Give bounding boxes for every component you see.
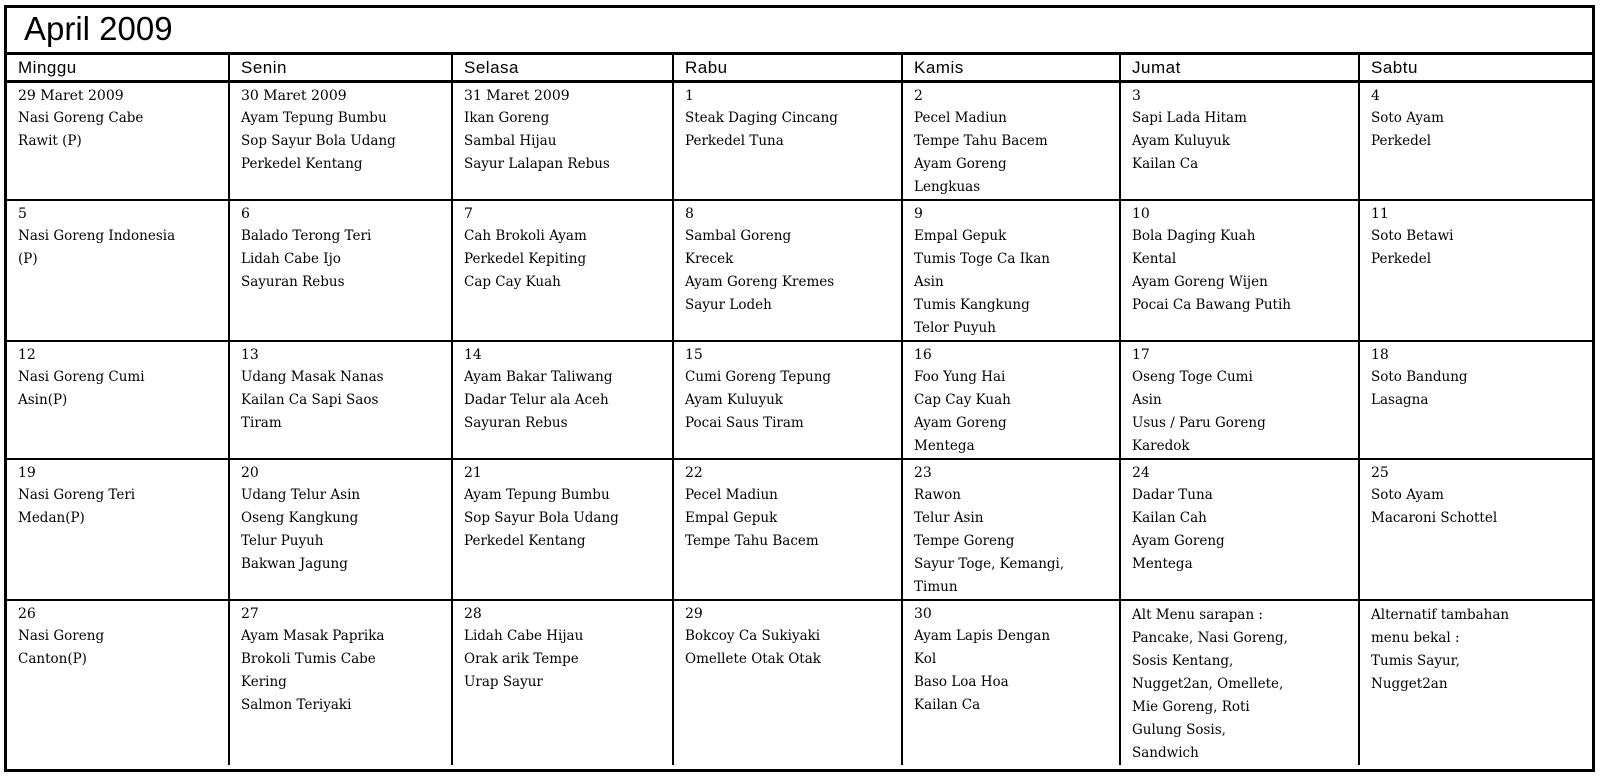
menu-item: Soto Betawi bbox=[1371, 228, 1454, 244]
menu-item: Sop Sayur Bola Udang bbox=[241, 133, 396, 149]
week-row bbox=[7, 600, 1592, 765]
day-number: 25 bbox=[1371, 465, 1389, 481]
menu-item: Nasi Goreng Indonesia bbox=[18, 228, 176, 244]
menu-item: Sayuran Rebus bbox=[464, 415, 568, 431]
day-number: 23 bbox=[914, 465, 932, 481]
day-number: 29 Maret 2009 bbox=[18, 88, 124, 104]
menu-item: Foo Yung Hai bbox=[914, 369, 1006, 385]
day-number: 13 bbox=[241, 347, 259, 363]
menu-item: Lengkuas bbox=[914, 179, 981, 195]
day-cell bbox=[1120, 600, 1359, 765]
weekday-header: Kamis bbox=[902, 55, 1120, 82]
menu-item: Kailan Ca bbox=[914, 697, 981, 713]
day-cell bbox=[452, 200, 673, 341]
day-cell bbox=[902, 82, 1120, 201]
menu-item: Sambal Goreng bbox=[685, 228, 792, 244]
day-number: 20 bbox=[241, 465, 259, 481]
day-number: 21 bbox=[464, 465, 482, 481]
menu-item: menu bekal : bbox=[1371, 630, 1460, 646]
day-number: 31 Maret 2009 bbox=[464, 88, 570, 104]
menu-item: Baso Loa Hoa bbox=[914, 674, 1009, 690]
day-number: 6 bbox=[241, 206, 250, 222]
week-row bbox=[7, 459, 1592, 600]
menu-item: Kering bbox=[241, 674, 287, 690]
day-number: 29 bbox=[685, 606, 703, 622]
day-number: 5 bbox=[18, 206, 27, 222]
menu-item: Nugget2an, Omellete, bbox=[1132, 676, 1284, 692]
menu-item: Tumis Sayur, bbox=[1371, 653, 1460, 669]
day-cell bbox=[1359, 600, 1592, 765]
menu-item: Tempe Tahu Bacem bbox=[914, 133, 1048, 149]
menu-item: Steak Daging Cincang bbox=[685, 110, 838, 126]
day-number: 11 bbox=[1371, 206, 1389, 222]
menu-item: Sayur Lalapan Rebus bbox=[464, 156, 610, 172]
menu-item: Dadar Tuna bbox=[1132, 487, 1213, 503]
menu-item: Tempe Tahu Bacem bbox=[685, 533, 819, 549]
menu-item: Asin bbox=[1132, 392, 1162, 408]
week-row bbox=[7, 341, 1592, 459]
menu-item: Rawit (P) bbox=[18, 133, 82, 149]
menu-item: Asin bbox=[914, 274, 944, 290]
menu-item: Sop Sayur Bola Udang bbox=[464, 510, 619, 526]
menu-item: Perkedel Kentang bbox=[241, 156, 363, 172]
day-cell bbox=[229, 82, 452, 201]
menu-item: Empal Gepuk bbox=[685, 510, 778, 526]
menu-item: Udang Telur Asin bbox=[241, 487, 361, 503]
menu-item: Asin(P) bbox=[18, 392, 68, 408]
menu-item: Pocai Saus Tiram bbox=[685, 415, 804, 431]
menu-item: Pecel Madiun bbox=[914, 110, 1007, 126]
menu-item: Nasi Goreng Teri bbox=[18, 487, 136, 503]
menu-item: Soto Ayam bbox=[1371, 110, 1444, 126]
menu-item: Telur Puyuh bbox=[241, 533, 324, 549]
day-cell bbox=[7, 82, 229, 201]
day-cell bbox=[452, 600, 673, 765]
day-cell bbox=[1359, 459, 1592, 600]
day-cell bbox=[7, 600, 229, 765]
menu-item: Soto Bandung bbox=[1371, 369, 1468, 385]
menu-item: Perkedel bbox=[1371, 251, 1432, 267]
weekday-header: Jumat bbox=[1120, 55, 1359, 82]
weekday-header: Rabu bbox=[673, 55, 902, 82]
menu-item: Telor Puyuh bbox=[914, 320, 996, 336]
day-cell bbox=[229, 200, 452, 341]
menu-item: Alt Menu sarapan : bbox=[1132, 607, 1263, 623]
calendar bbox=[4, 5, 1595, 772]
day-cell bbox=[1359, 341, 1592, 459]
menu-item: Lasagna bbox=[1371, 392, 1429, 408]
menu-item: Usus / Paru Goreng bbox=[1132, 415, 1266, 431]
day-cell bbox=[7, 200, 229, 341]
menu-item: Bakwan Jagung bbox=[241, 556, 348, 572]
menu-item: Timun bbox=[914, 579, 958, 595]
menu-item: Ayam Goreng bbox=[914, 415, 1007, 431]
menu-item: Empal Gepuk bbox=[914, 228, 1007, 244]
menu-item: Tumis Kangkung bbox=[914, 297, 1030, 313]
menu-item: Kailan Ca bbox=[1132, 156, 1199, 172]
menu-item: Ayam Bakar Taliwang bbox=[464, 369, 613, 385]
weekday-header: Senin bbox=[229, 55, 452, 82]
day-cell bbox=[1120, 82, 1359, 201]
menu-item: Tiram bbox=[241, 415, 282, 431]
menu-item: Nugget2an bbox=[1371, 676, 1448, 692]
day-cell bbox=[452, 459, 673, 600]
day-cell bbox=[673, 200, 902, 341]
menu-item: Brokoli Tumis Cabe bbox=[241, 651, 376, 667]
menu-item: Kental bbox=[1132, 251, 1177, 267]
menu-item: Lidah Cabe Hijau bbox=[464, 628, 584, 644]
menu-item: Bokcoy Ca Sukiyaki bbox=[685, 628, 821, 644]
day-cell bbox=[902, 600, 1120, 765]
day-cell bbox=[673, 600, 902, 765]
day-cell bbox=[673, 459, 902, 600]
menu-item: Omellete Otak Otak bbox=[685, 651, 821, 667]
day-cell bbox=[229, 341, 452, 459]
menu-item: Urap Sayur bbox=[464, 674, 543, 690]
menu-item: Dadar Telur ala Aceh bbox=[464, 392, 609, 408]
menu-item: Nasi Goreng Cumi bbox=[18, 369, 145, 385]
menu-item: Nasi Goreng bbox=[18, 628, 105, 644]
menu-item: Kailan Cah bbox=[1132, 510, 1207, 526]
menu-item: Tempe Goreng bbox=[914, 533, 1015, 549]
week-row bbox=[7, 82, 1592, 201]
menu-item: Ayam Goreng Wijen bbox=[1132, 274, 1268, 290]
day-number: 26 bbox=[18, 606, 36, 622]
menu-item: Orak arik Tempe bbox=[464, 651, 579, 667]
menu-item: Oseng Kangkung bbox=[241, 510, 359, 526]
menu-item: Ayam Masak Paprika bbox=[241, 628, 385, 644]
day-cell bbox=[7, 341, 229, 459]
menu-item: Tumis Toge Ca Ikan bbox=[914, 251, 1050, 267]
menu-item: Mie Goreng, Roti bbox=[1132, 699, 1250, 715]
day-cell bbox=[1359, 82, 1592, 201]
menu-item: Perkedel bbox=[1371, 133, 1432, 149]
menu-item: Soto Ayam bbox=[1371, 487, 1444, 503]
week-row bbox=[7, 200, 1592, 341]
menu-item: Sayur Lodeh bbox=[685, 297, 772, 313]
menu-item: Ayam Tepung Bumbu bbox=[464, 487, 610, 503]
menu-item: Pecel Madiun bbox=[685, 487, 778, 503]
menu-item: Perkedel Kepiting bbox=[464, 251, 587, 267]
menu-item: Pocai Ca Bawang Putih bbox=[1132, 297, 1291, 313]
weekday-header: Sabtu bbox=[1359, 55, 1592, 82]
menu-item: Nasi Goreng Cabe bbox=[18, 110, 144, 126]
menu-item: Ayam Tepung Bumbu bbox=[241, 110, 387, 126]
day-number: 19 bbox=[18, 465, 36, 481]
day-cell bbox=[229, 459, 452, 600]
day-number: 8 bbox=[685, 206, 694, 222]
menu-item: Telur Asin bbox=[914, 510, 984, 526]
menu-item: Sandwich bbox=[1132, 745, 1199, 761]
menu-item: Macaroni Schottel bbox=[1371, 510, 1498, 526]
day-cell bbox=[229, 600, 452, 765]
menu-item: Ayam Goreng Kremes bbox=[685, 274, 835, 290]
calendar-title: April 2009 bbox=[7, 8, 1592, 55]
menu-item: Ayam Lapis Dengan bbox=[914, 628, 1051, 644]
menu-item: Kailan Ca Sapi Saos bbox=[241, 392, 379, 408]
day-number: 4 bbox=[1371, 88, 1380, 104]
day-number: 28 bbox=[464, 606, 482, 622]
menu-item: (P) bbox=[18, 251, 38, 267]
day-number: 30 bbox=[914, 606, 932, 622]
menu-item: Mentega bbox=[1132, 556, 1193, 572]
day-cell bbox=[1359, 200, 1592, 341]
menu-item: Sayuran Rebus bbox=[241, 274, 345, 290]
menu-item: Cumi Goreng Tepung bbox=[685, 369, 832, 385]
day-number: 24 bbox=[1132, 465, 1150, 481]
weekday-header: Selasa bbox=[452, 55, 673, 82]
day-cell bbox=[902, 200, 1120, 341]
day-cell bbox=[7, 459, 229, 600]
day-cell bbox=[902, 459, 1120, 600]
menu-item: Sayur Toge, Kemangi, bbox=[914, 556, 1065, 572]
menu-item: Medan(P) bbox=[18, 510, 85, 526]
menu-item: Ayam Kuluyuk bbox=[1132, 133, 1230, 149]
day-number: 18 bbox=[1371, 347, 1389, 363]
weekday-header: Minggu bbox=[7, 55, 229, 82]
menu-item: Ikan Goreng bbox=[464, 110, 550, 126]
menu-item: Ayam Goreng bbox=[1132, 533, 1225, 549]
day-number: 12 bbox=[18, 347, 36, 363]
menu-item: Krecek bbox=[685, 251, 734, 267]
menu-item: Canton(P) bbox=[18, 651, 87, 667]
menu-item: Karedok bbox=[1132, 438, 1190, 454]
menu-item: Mentega bbox=[914, 438, 975, 454]
menu-item: Balado Terong Teri bbox=[241, 228, 372, 244]
day-number: 17 bbox=[1132, 347, 1150, 363]
menu-item: Sambal Hijau bbox=[464, 133, 557, 149]
menu-item: Ayam Kuluyuk bbox=[685, 392, 783, 408]
menu-item: Ayam Goreng bbox=[914, 156, 1007, 172]
day-cell bbox=[452, 82, 673, 201]
menu-item: Perkedel Tuna bbox=[685, 133, 784, 149]
day-number: 27 bbox=[241, 606, 259, 622]
menu-item: Rawon bbox=[914, 487, 961, 503]
menu-item: Sosis Kentang, bbox=[1132, 653, 1234, 669]
menu-item: Perkedel Kentang bbox=[464, 533, 586, 549]
menu-item: Kol bbox=[914, 651, 937, 667]
day-number: 15 bbox=[685, 347, 703, 363]
day-cell bbox=[1120, 459, 1359, 600]
menu-item: Udang Masak Nanas bbox=[241, 369, 384, 385]
day-number: 3 bbox=[1132, 88, 1141, 104]
calendar-grid bbox=[7, 55, 1592, 765]
weekday-header-row bbox=[7, 55, 1592, 82]
day-number: 9 bbox=[914, 206, 923, 222]
day-number: 1 bbox=[685, 88, 694, 104]
day-number: 2 bbox=[914, 88, 923, 104]
menu-item: Lidah Cabe Ijo bbox=[241, 251, 341, 267]
day-number: 14 bbox=[464, 347, 482, 363]
day-cell bbox=[452, 341, 673, 459]
menu-item: Pancake, Nasi Goreng, bbox=[1132, 630, 1288, 646]
day-cell bbox=[1120, 200, 1359, 341]
day-number: 7 bbox=[464, 206, 473, 222]
menu-item: Sapi Lada Hitam bbox=[1132, 110, 1247, 126]
day-number: 10 bbox=[1132, 206, 1150, 222]
day-number: 30 Maret 2009 bbox=[241, 88, 347, 104]
day-cell bbox=[902, 341, 1120, 459]
day-number: 22 bbox=[685, 465, 703, 481]
day-number: 16 bbox=[914, 347, 932, 363]
menu-item: Cap Cay Kuah bbox=[914, 392, 1011, 408]
day-cell bbox=[673, 341, 902, 459]
menu-item: Bola Daging Kuah bbox=[1132, 228, 1256, 244]
menu-item: Cap Cay Kuah bbox=[464, 274, 561, 290]
menu-item: Salmon Teriyaki bbox=[241, 697, 352, 713]
menu-item: Alternatif tambahan bbox=[1371, 607, 1510, 623]
menu-item: Gulung Sosis, bbox=[1132, 722, 1226, 738]
day-cell bbox=[673, 82, 902, 201]
menu-item: Oseng Toge Cumi bbox=[1132, 369, 1253, 385]
day-cell bbox=[1120, 341, 1359, 459]
menu-item: Cah Brokoli Ayam bbox=[464, 228, 587, 244]
